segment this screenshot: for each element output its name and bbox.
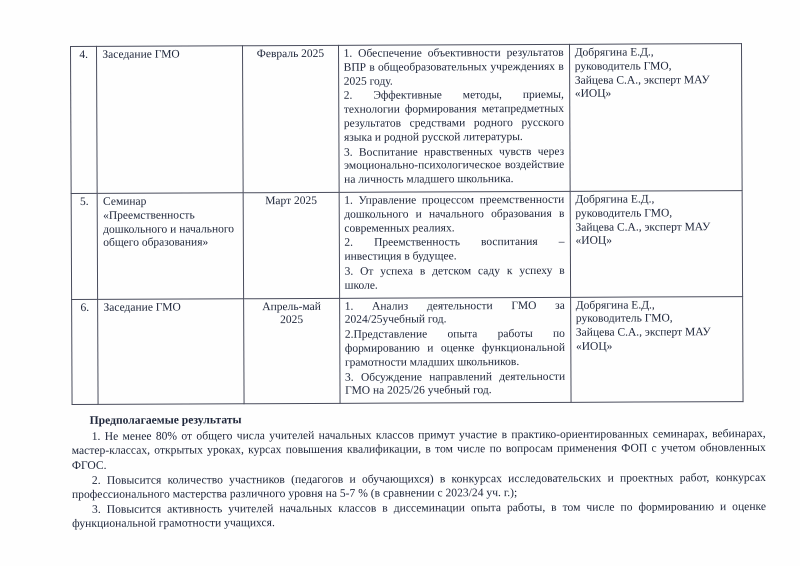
- responsible-line: руководитель ГМО,: [575, 312, 673, 326]
- table-row: [71, 44, 743, 194]
- content-item: 3. От успеха в детском саду к успеху в школе.: [344, 264, 565, 292]
- responsible-person: [570, 296, 743, 402]
- expected-result-item: 1. Не менее 80% от общего числа учителей начальных классов примут участие в практико-ориентированных семинарах, вебинарах, мастер-классах, открытых уроках, курсах повышения квалификации, в том числе по вопросам применения ФОП с учетом обновленных ФГОС.: [71, 426, 766, 472]
- responsible-line: Зайцева С.А., эксперт МАУ «ИОЦ»: [574, 73, 710, 101]
- event-date: Март 2025: [243, 192, 339, 298]
- event-date: Апрель-май 2025: [244, 298, 340, 404]
- event-name: Семинар «Преемственность дошкольного и начального общего образования»: [97, 193, 243, 299]
- responsible-line: Зайцева С.А., эксперт МАУ «ИОЦ»: [575, 326, 711, 353]
- content-item: 1. Управление процессом преемственности дошкольного и начального образования в современных реалиях.: [344, 193, 565, 235]
- content-item: 1. Обеспечение объективности результатов ВПР в общеобразовательных учреждениях в 2025 году.: [343, 46, 564, 88]
- responsible-line: Добрягина Е.Д.,: [575, 193, 655, 206]
- row-number: 5.: [71, 193, 98, 299]
- responsible-line: руководитель ГМО,: [575, 207, 673, 220]
- work-plan-table: [70, 43, 744, 405]
- responsible-line: Добрягина Е.Д.,: [575, 298, 655, 312]
- event-date: Февраль 2025: [243, 45, 339, 192]
- responsible-line: Добрягина Е.Д.,: [574, 46, 654, 59]
- row-number: 6.: [72, 299, 99, 405]
- content-item: 3. Воспитание нравственных чувств через эмоционально-психологическое воздействие на личность младшего школьника.: [344, 145, 565, 186]
- responsible-line: руководитель ГМО,: [574, 60, 672, 73]
- event-content: [338, 44, 570, 192]
- content-item: 2. Эффективные методы, приемы, технологии формирования метапредметных результатов средствами родного русского языка и родной русской литературы.: [343, 89, 565, 144]
- event-name: Заседание ГМО: [98, 298, 244, 404]
- document-content: [70, 43, 772, 532]
- event-content: [339, 297, 571, 404]
- content-item: 1. Анализ деятельности ГМО за 2024/25учебный год.: [344, 299, 565, 327]
- content-item: 2. Преемственность воспитания – инвестиция в будущее.: [344, 236, 565, 263]
- responsible-person: [569, 44, 742, 192]
- expected-results-section: [72, 411, 767, 532]
- content-item: 2.Представление опыта работы по формированию и оценке функциональной грамотности младших школьников.: [344, 327, 566, 369]
- expected-result-item: 3. Повысится активность учителей начальных классов в диссеминации опыта работы, в том числе по формированию и оценке функциональной грамотности учащихся.: [72, 499, 767, 531]
- expected-result-item: 2. Повысится количество участников (педагогов и обучающихся) в конкурсах исследовательских и проектных работ, конкурсах профессионального мастерства различного уровня на 5-7 % (в сравнении с 2023/24 уч. г.);: [71, 470, 766, 502]
- expected-results-heading: Предполагаемые результаты: [89, 413, 242, 428]
- event-content: [339, 191, 571, 298]
- content-item: 3. Обсуждение направлений деятельности ГМО на 2025/26 учебный год.: [344, 370, 566, 398]
- table-row: [72, 296, 743, 405]
- responsible-person: [570, 191, 743, 297]
- responsible-line: Зайцева С.А., эксперт МАУ «ИОЦ»: [575, 220, 711, 248]
- row-number: 4.: [71, 46, 98, 193]
- table-row: [71, 191, 742, 300]
- event-name: Заседание ГМО: [97, 46, 244, 194]
